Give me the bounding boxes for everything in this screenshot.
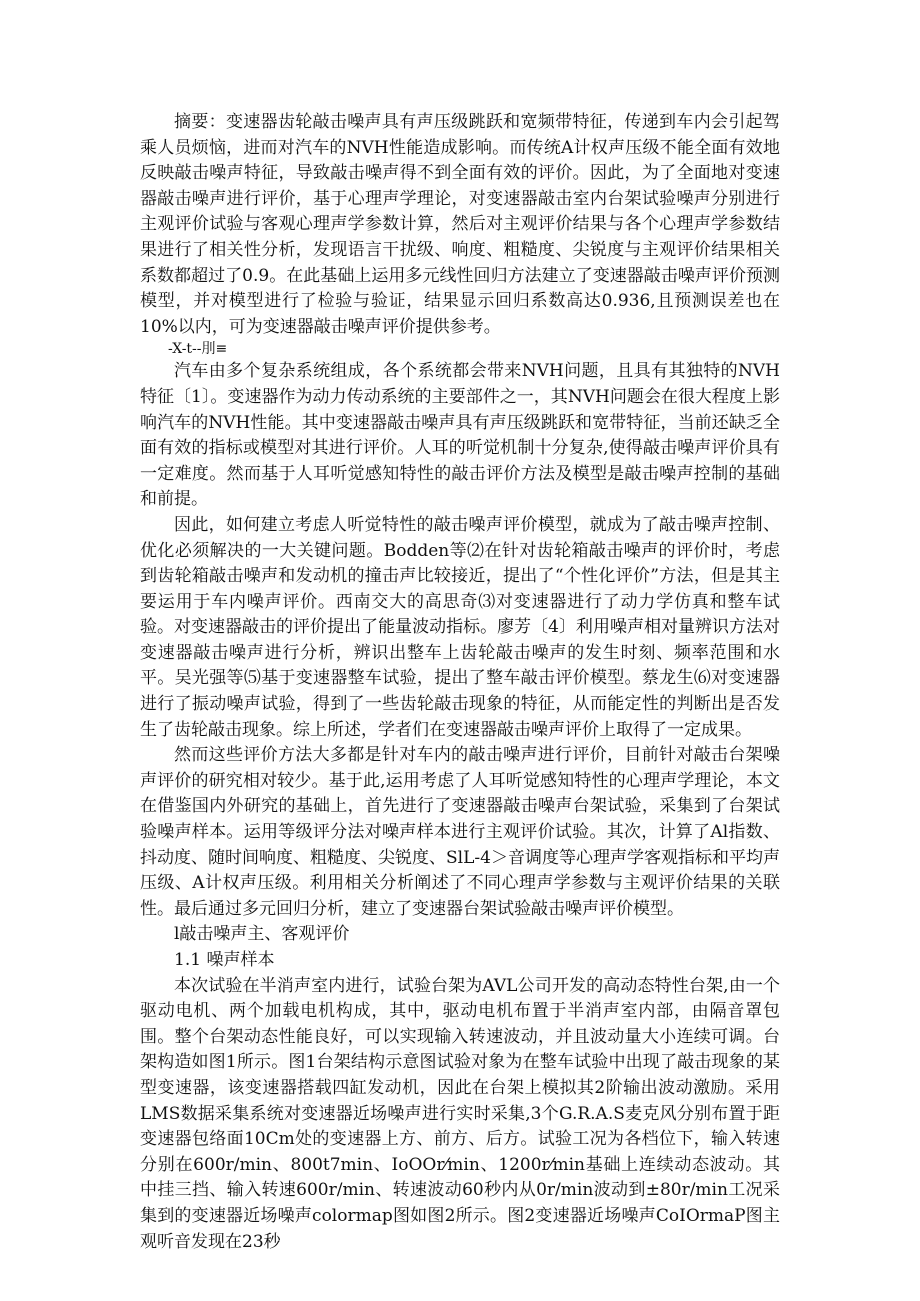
document-body	[140, 110, 780, 1255]
section-heading-1: l敲击噪声主、客观评价	[174, 924, 350, 945]
noise-sample-paragraph: 本次试验在半消声室内进行，试验台架为AVL公司开发的高动态特性台架,由一个驱动电机、两个加载电机构成，其中，驱动电机布置于半消声室内部，由隔音罩包围。整个台架动态性能良好，可以实现输入转速波动，并且波动量大小连续可调。台架构造如图1所示。图1台架结构示意图试验对象为在整车试验中出现了敲击现象的某型变速器，该变速器搭载四缸发动机，因此在台架上模拟其2阶输出波动激励。采用LMS数据采集系统对变速器近场噪声进行实时采集,3个G.R.A.S麦克风分别布置于距变速器包络面10Cm处的变速器上方、前方、后方。试验工况为各档位下，输入转速分别在600r/min、800t7min、IoOOr⁄min、1200r⁄min基础上连续动态波动。其中挂三挡、输入转速600r/min、转速波动60秒内从0r/min波动到±80r/min工况采集到的变速器近场噪声colormap图如图2所示。图2变速器近场噪声CoIOrmaP图主观听音发现在23秒	[140, 975, 780, 1252]
intro-paragraph-2: 因此，如何建立考虑人听觉特性的敲击噪声评价模型，就成为了敲击噪声控制、优化必须解决的一大关键问题。Bodden等⑵在针对齿轮箱敲击噪声的评价时，考虑到齿轮箱敲击噪声和发动机的撞击声比较接近，提出了“个性化评价”方法，但是其主要运用于车内噪声评价。西南交大的高思奇⑶对变速器进行了动力学仿真和整车试验。对变速器敲击的评价提出了能量波动指标。廖芳〔4〕利用噪声相对量辨识方法对变速器敲击噪声进行分析，辨识出整车上齿轮敲击噪声的发生时刻、频率范围和水平。吴光强等⑸基于变速器整车试验，提出了整车敲击评价模型。蔡龙生⑹对变速器进行了振动噪声试验，得到了一些齿轮敲击现象的特征，从而能定性的判断出是否发生了齿轮敲击现象。综上所述，学者们在变速器敲击噪声评价上取得了一定成果。	[140, 514, 780, 740]
intro-paragraph-1: 汽车由多个复杂系统组成，各个系统都会带来NVH问题，且具有其独特的NVH特征〔1〕。变速器作为动力传动系统的主要部件之一，其NVH问题会在很大程度上影响汽车的NVH性能。其中变速器敲击噪声具有声压级跳跃和宽带特征，当前还缺乏全面有效的指标或模型对其进行评价。人耳的听觉机制十分复杂,使得敲击噪声评价具有一定难度。然而基于人耳听觉感知特性的敲击评价方法及模型是敲击噪声控制的基础和前提。	[140, 361, 780, 510]
garbled-heading-line: -X-t--刖≡	[168, 341, 228, 358]
section-heading-1-1: 1.1 噪声样本	[174, 950, 275, 970]
abstract-paragraph: 摘要：变速器齿轮敲击噪声具有声压级跳跃和宽频带特征，传递到车内会引起驾乘人员烦恼，进而对汽车的NVH性能造成影响。而传统A计权声压级不能全面有效地反映敲击噪声特征，导致敲击噪声得不到全面有效的评价。因此，为了全面地对变速器敲击噪声进行评价，基于心理声学理论，对变速器敲击室内台架试验噪声分别进行主观评价试验与客观心理声学参数计算，然后对主观评价结果与各个心理声学参数结果进行了相关性分析，发现语言干扰级、响度、粗糙度、尖锐度与主观评价结果相关系数都超过了0.9。在此基础上运用多元线性回归方法建立了变速器敲击噪声评价预测模型，并对模型进行了检验与验证，结果显示回归系数高达0.936,且预测误差也在10%以内，可为变速器敲击噪声评价提供参考。	[140, 112, 780, 337]
intro-paragraph-3: 然而这些评价方法大多都是针对车内的敲击噪声进行评价，目前针对敲击台架噪声评价的研究相对较少。基于此,运用考虑了人耳听觉感知特性的心理声学理论，本文在借鉴国内外研究的基础上，首先进行了变速器敲击噪声台架试验，采集到了台架试验噪声样本。运用等级评分法对噪声样本进行主观评价试验。其次，计算了Al指数、抖动度、随时间响度、粗糙度、尖锐度、SlL-4＞音调度等心理声学客观指标和平均声压级、A计权声压级。利用相关分析阐述了不同心理声学参数与主观评价结果的关联性。最后通过多元回归分析，建立了变速器台架试验敲击噪声评价模型。	[140, 745, 780, 919]
